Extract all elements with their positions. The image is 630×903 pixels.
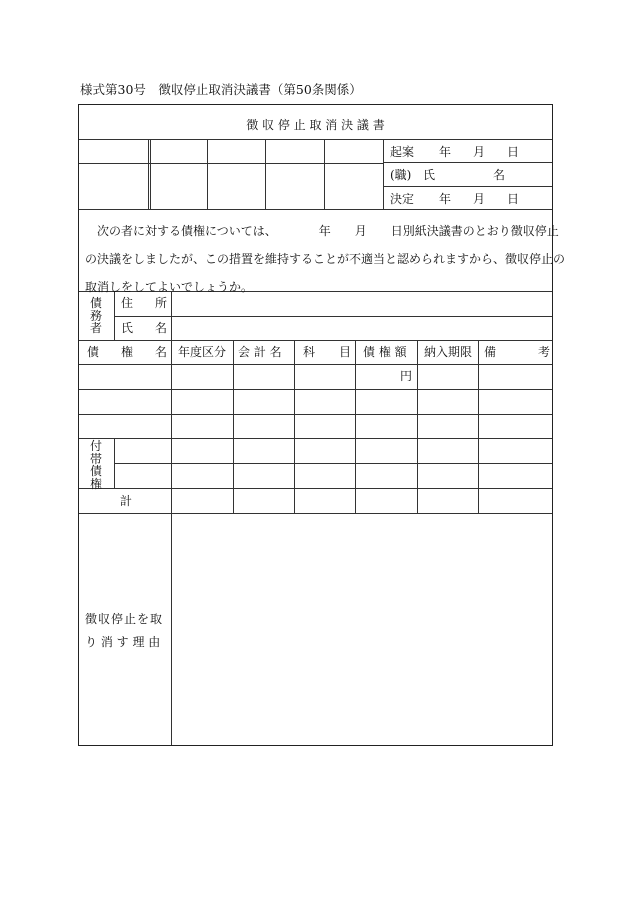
header-remarks-1: 備 — [484, 345, 497, 359]
kian-label: 起案 — [390, 145, 415, 159]
divider — [79, 438, 552, 439]
divider — [79, 209, 552, 210]
yen-unit: 円 — [400, 369, 413, 383]
divider — [171, 513, 172, 745]
header-claim-name-2: 権 — [121, 345, 134, 359]
header-fiscal-year: 年度区分 — [178, 345, 227, 359]
header-subject-1: 科 — [303, 345, 316, 359]
kian-month: 月 — [473, 145, 486, 159]
total-label: 計 — [120, 494, 133, 508]
debtor-label: 債 務 者 — [89, 296, 102, 335]
form-number-caption: 様式第30号 徴収停止取消決議書（第50条関係） — [80, 82, 362, 97]
header-amount: 債 権 額 — [363, 345, 407, 359]
divider — [114, 316, 552, 317]
divider — [79, 389, 552, 390]
cancellation-resolution-form — [78, 104, 566, 746]
divider — [383, 162, 552, 163]
request-paragraph — [85, 217, 566, 301]
divider — [265, 139, 266, 209]
kian-day: 日 — [507, 145, 520, 159]
divider — [114, 438, 115, 488]
divider — [171, 340, 172, 513]
divider — [383, 186, 552, 187]
divider — [79, 163, 383, 164]
divider — [324, 139, 325, 209]
shoku-shi: 氏 — [423, 168, 436, 182]
address-label-first: 住 — [121, 296, 134, 310]
divider — [79, 364, 552, 365]
double-divider — [148, 139, 151, 209]
reason-label-line1: 徴収停止を取 — [85, 612, 164, 626]
reason-label-line2: り 消 す 理 由 — [85, 635, 161, 649]
attached-claims-label: 付 帯 債 権 — [89, 439, 102, 491]
divider — [114, 463, 552, 464]
kettei-day: 日 — [507, 192, 520, 206]
shoku-mei: 名 — [493, 168, 506, 182]
paragraph-line: 取消しをしてよいでしょうか。 — [85, 280, 254, 294]
header-account: 会 計 名 — [238, 345, 282, 359]
address-label-second: 所 — [155, 296, 168, 310]
paragraph-line: の決議をしましたが、この措置を維持することが不適当と認められますから、徴収停止の — [85, 252, 566, 266]
divider — [79, 513, 552, 514]
divider — [207, 139, 208, 209]
header-subject-2: 目 — [339, 345, 352, 359]
header-due: 納入期限 — [424, 345, 473, 359]
kettei-month: 月 — [473, 192, 486, 206]
divider — [79, 488, 552, 489]
kian-year: 年 — [439, 145, 452, 159]
divider — [417, 340, 418, 513]
name-label-first: 氏 — [121, 321, 134, 335]
paragraph-line: 次の者に対する債権については、 年 月 日別紙決議書のとおり徴収停止 — [85, 224, 559, 238]
divider — [478, 340, 479, 513]
header-remarks-2: 考 — [538, 345, 551, 359]
header-claim-name-1: 債 — [87, 345, 100, 359]
divider — [79, 414, 552, 415]
shoku-label: (職) — [390, 168, 412, 182]
divider — [383, 139, 384, 209]
kettei-label: 決定 — [390, 192, 415, 206]
kettei-year: 年 — [439, 192, 452, 206]
divider — [79, 340, 552, 341]
divider — [233, 340, 234, 513]
divider — [355, 340, 356, 513]
divider — [294, 340, 295, 513]
form-title: 徴 収 停 止 取 消 決 議 書 — [246, 118, 385, 132]
name-label-second: 名 — [155, 321, 168, 335]
header-claim-name-3: 名 — [155, 345, 168, 359]
